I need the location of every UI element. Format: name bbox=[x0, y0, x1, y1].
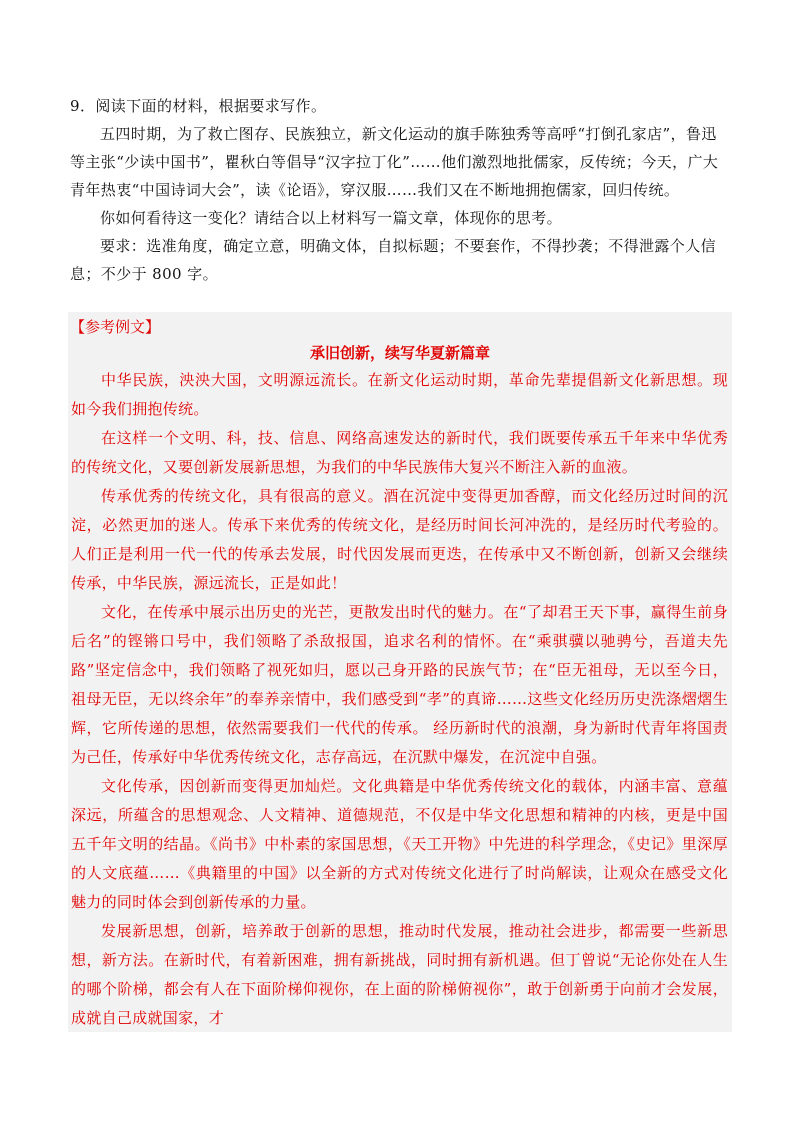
sample-body bbox=[68, 366, 732, 1032]
sample-paragraph: 文化传承，因创新而变得更加灿烂。文化典籍是中华优秀传统文化的载体，内涵丰富、意蕴深远，所蕴含的思想观念、人文精神、道德规范，不仅是中华文化思想和精神的内核，更是中国五千年文明的结晶。《尚书》中朴素的家国思想，《天工开物》中先进的科学理念，《史记》里深厚的人文底蕴……《典籍里的中国》以全新的方式对传统文化进行了时尚解读，让观众在感受文化魅力的同时体会到创新传承的力量。 bbox=[71, 777, 728, 911]
sample-paragraph: 中华民族，泱泱大国，文明源远流长。在新文化运动时期，革命先辈提倡新文化新思想。现如今我们拥抱传统。 bbox=[71, 371, 728, 418]
question-requirements: 要求：选准角度，确定立意，明确文体，自拟标题；不要套作，不得抄袭；不得泄露个人信息；不少于 800 字。 bbox=[70, 237, 717, 283]
question-prompt-line bbox=[70, 92, 730, 120]
question-number: 9． bbox=[70, 97, 96, 115]
sample-paragraph: 发展新思想，创新，培养敢于创新的思想，推动时代发展，推动社会进步，都需要一些新思想，新方法。在新时代，有着新困难，拥有新挑战，同时拥有新机遇。但丁曾说“无论你处在人生的哪个阶梯，都会有人在下面阶梯仰视你，在上面的阶梯俯视你”，敢于创新勇于向前才会发展，成就自己成就国家，才 bbox=[71, 922, 728, 1027]
question-material: 五四时期，为了救亡图存、民族独立，新文化运动的旗手陈独秀等高呼“打倒孔家店”，鲁迅等主张“少读中国书”，瞿秋白等倡导“汉字拉丁化”……他们激烈地批儒家，反传统；今天，广大青年热衷“中国诗词大会”，读《论语》，穿汉服……我们又在不断地拥抱儒家，回归传统。 bbox=[70, 125, 719, 199]
question-prompt: 阅读下面的材料，根据要求写作。 bbox=[95, 97, 327, 115]
sample-paragraph: 传承优秀的传统文化，具有很高的意义。酒在沉淀中变得更加香醇，而文化经历过时间的沉淀，必然更加的迷人。传承下来优秀的传统文化，是经历时间长河冲洗的，是经历时代考验的。人们正是利用一代一代的传承去发展，时代因发展而更迭，在传承中又不断创新，创新又会继续传承，中华民族，源远流长，正是如此！ bbox=[71, 487, 728, 592]
sample-tag: 【参考例文】 bbox=[70, 318, 161, 336]
sample-paragraph: 文化，在传承中展示出历史的光芒，更散发出时代的魅力。在“了却君王天下事，赢得生前身后名”的铿锵口号中，我们领略了杀敌报国，追求名利的情怀。在“乘骐骥以驰骋兮，吾道夫先路”坚定信念中，我们领略了视死如归，愿以己身开路的民族气节；在“臣无祖母，无以至今日，祖母无臣，无以终余年”的奉养亲情中，我们感受到“孝”的真谛……这些文化经历历史洗涤熠熠生辉，它所传递的思想，依然需要我们一代代的传承。 经历新时代的浪潮，身为新时代青年将国责为己任，传承好中华优秀传统文化，志存高远，在沉默中爆发，在沉淀中自强。 bbox=[71, 603, 728, 766]
sample-paragraph: 在这样一个文明、科，技、信息、网络高速发达的新时代，我们既要传承五千年来中华优秀的传统文化，又要创新发展新思想，为我们的中华民族伟大复兴不断注入新的血液。 bbox=[71, 429, 728, 476]
sample-essay-box bbox=[68, 312, 732, 1032]
sample-title: 承旧创新，续写华夏新篇章 bbox=[309, 344, 490, 362]
question-block bbox=[70, 92, 730, 288]
question-task: 你如何看待这一变化？请结合以上材料写一篇文章，体现你的思考。 bbox=[100, 209, 563, 227]
